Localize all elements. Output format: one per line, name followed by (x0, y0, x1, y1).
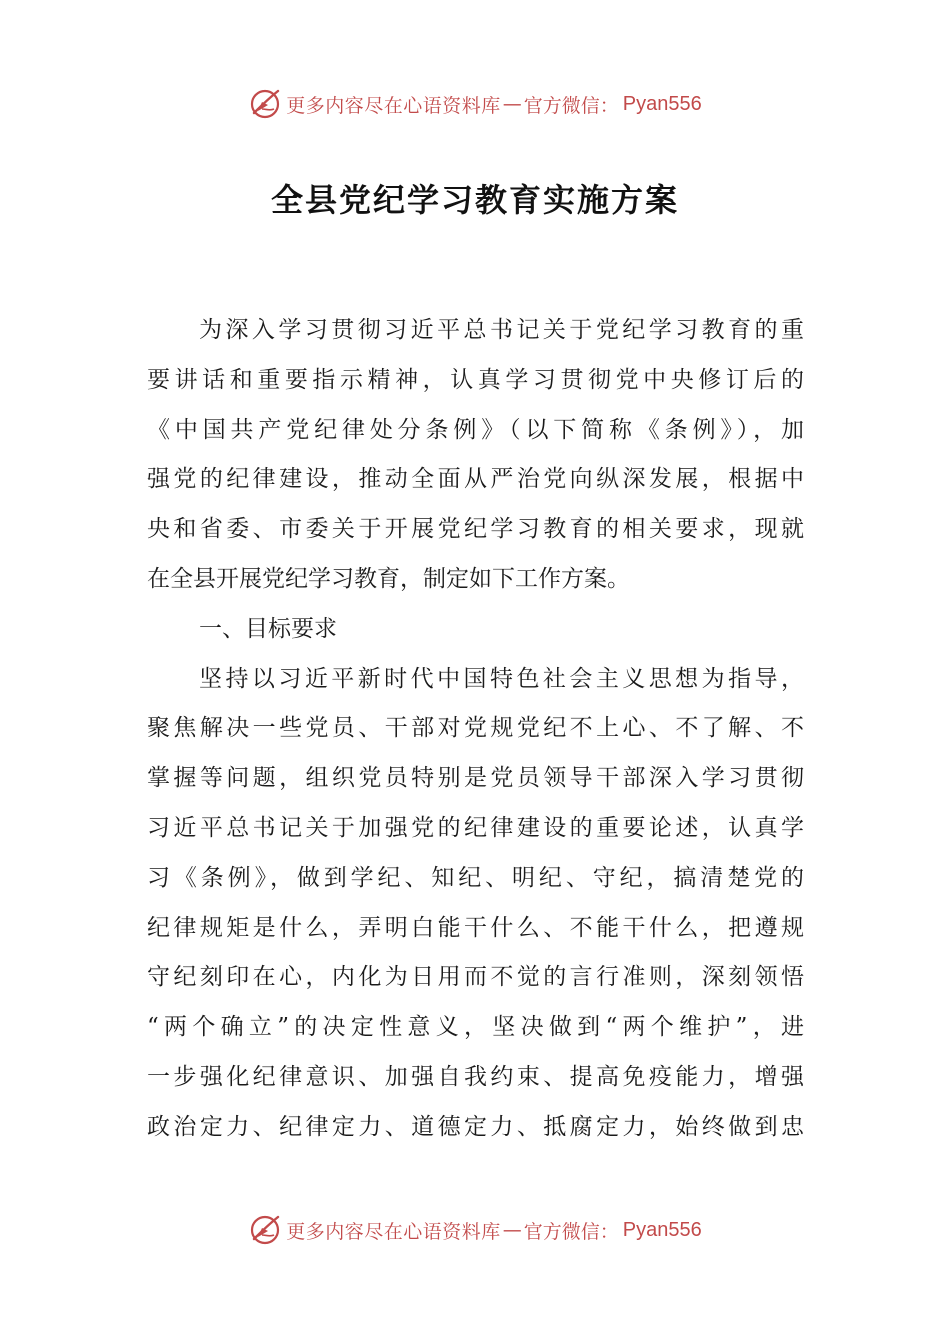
text-line: 坚持以习近平新时代中国特色社会主义思想为指导， (199, 665, 804, 692)
banner-main-text: 更多内容尽在心语资料库 (286, 94, 501, 117)
quill-logo-icon (248, 87, 282, 121)
header-banner (0, 84, 950, 124)
text-line: 央和省委、市委关于开展党纪学习教育的相关要求，现就 (147, 516, 804, 543)
banner-wechat-label: 官方微信： (523, 1220, 619, 1243)
text-line: 《中国共产党纪律处分条例》（以下简称《条例》），加 (147, 416, 804, 443)
footer-banner (0, 1210, 950, 1250)
text-line: 聚焦解决一些党员、干部对党规党纪不上心、不了解、不 (147, 715, 804, 742)
text-line: 为深入学习贯彻习近平总书记关于党纪学习教育的重 (199, 317, 804, 343)
text-line: 在全县开展党纪学习教育，制定如下工作方案。 (147, 565, 630, 592)
quill-logo-icon (248, 1213, 282, 1247)
text-line: 强党的纪律建设，推动全面从严治党向纵深发展，根据中 (147, 466, 804, 493)
text-line: 守纪刻印在心，内化为日用而不觉的言行准则，深刻领悟 (147, 964, 804, 991)
section-heading: 一、目标要求 (199, 615, 337, 642)
banner-wechat-id: Pyan556 (622, 92, 702, 115)
banner-main-text: 更多内容尽在心语资料库 (286, 1220, 501, 1243)
banner-wechat-label: 官方微信： (523, 94, 619, 117)
text-line: 要讲话和重要指示精神，认真学习贯彻党中央修订后的 (147, 366, 804, 393)
text-line: 习《条例》，做到学纪、知纪、明纪、守纪，搞清楚党的 (147, 864, 804, 891)
banner-separator: — (502, 1219, 522, 1241)
text-line: 一步强化纪律意识、加强自我约束、提高免疫能力，增强 (147, 1063, 804, 1090)
text-line: 习近平总书记关于加强党的纪律建设的重要论述，认真学 (147, 814, 804, 841)
document-body (147, 306, 804, 1153)
text-line: 政治定力、纪律定力、道德定力、抵腐定力，始终做到忠 (147, 1113, 804, 1140)
document-title: 全县党纪学习教育实施方案 (270, 181, 679, 219)
text-line: 纪律规矩是什么，弄明白能干什么、不能干什么，把遵规 (147, 914, 804, 941)
banner-separator: — (502, 93, 522, 115)
text-line: “两个确立”的决定性意义，坚决做到“两个维护”，进 (147, 1014, 804, 1041)
text-line: 掌握等问题，组织党员特别是党员领导干部深入学习贯彻 (147, 765, 804, 792)
banner-wechat-id: Pyan556 (622, 1218, 702, 1241)
